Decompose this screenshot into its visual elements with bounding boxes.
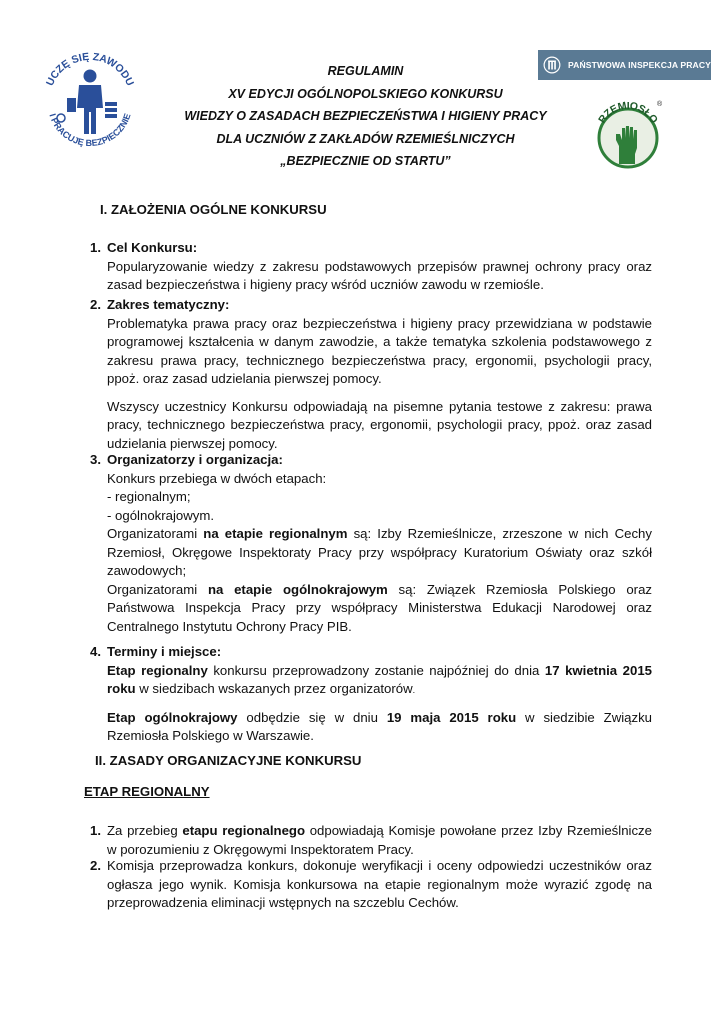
worker-figure-icon (57, 70, 117, 135)
header-line-1: REGULAMIN (327, 64, 404, 78)
regional-stage-date (107, 662, 652, 700)
text-run: . (412, 685, 416, 695)
text-run: są: Izby Rzemieślnicze, zrzeszone w nich Cechy Rzemiosł, Okręgowe Inspektoraty Pracy przy współpracy Kuratorium Oświaty oraz szkół zawodowych; (107, 526, 652, 578)
pip-label: PAŃSTWOWA INSPEKCJA PRACY (567, 60, 711, 70)
text-run: Organizatorami (107, 581, 208, 597)
rzemioslo-text: RZEMIOSŁO (596, 99, 660, 126)
item-paragraph: Problematyka prawa pracy oraz bezpieczeństwa i higieny pracy przewidziana w podstawie programowej kształcenia w danym zawodzie, a także tematyka szkolenia podstawowego z zakresu prawa pracy, technicznego bezpieczeństwa pracy, ergonomii, psychologii pracy, ppoż. oraz zasad udzielania pierwszej pomocy. (107, 315, 652, 386)
text-run: odpowiadają Komisje powołane przez Izby Rzemieślnicze w porozumieniu z Okręgowymi Inspektoratem Pracy. (107, 823, 652, 857)
text-run: w siedzibie Związku Rzemiosła Polskiego w Warszawie. (107, 709, 653, 743)
stage-heading: ETAP REGIONALNY (84, 784, 210, 799)
header-line-4: DLA UCZNIÓW Z ZAKŁADÓW RZEMIEŚLNICZYCH (216, 131, 515, 146)
bold-run: na etapie ogólnokrajowym (207, 581, 388, 597)
item-line: - ogólnokrajowym. (107, 507, 215, 523)
text-run: Za przebieg (107, 823, 183, 838)
bold-run: etapu regionalnego (182, 823, 306, 838)
svg-text:I PRACUJĘ BEZPIECZNIE (47, 112, 132, 148)
text-run: są: Związek Rzemiosła Polskiego oraz Państwowa Inspekcja Pracy przy współpracy Ministerstwa Edukacji Narodowej oraz Centralnego Instytutu Ochrony Pracy PIB. (107, 581, 652, 634)
item-title: Organizatorzy i organizacja: (107, 452, 283, 467)
item-number: 1. (90, 823, 101, 838)
document-header (168, 60, 563, 173)
item-line: Konkurs przebiega w dwóch etapach: (107, 470, 327, 486)
pip-logo-banner (538, 50, 711, 80)
item-paragraph: Wszyscy uczestnicy Konkursu odpowiadają na pisemne pytania testowe z zakresu: prawa pracy, technicznego bezpieczeństwa pracy, ergonomii, psychologii pracy, ppoż. oraz zasad udzielania pierwszej pomocy. (107, 398, 652, 451)
item-text (107, 822, 652, 859)
national-organizers (107, 581, 652, 637)
safety-campaign-logo (38, 42, 140, 160)
item-number: 3. (90, 452, 101, 467)
item-text: Popularyzowanie wiedzy z zakresu podstawowych przepisów prawnej ochrony pracy oraz zasad bezpieczeństwa i higieny pracy wśród uczniów zawodu w rzemiośle. (107, 258, 652, 292)
section-1-title: I. ZAŁOŻENIA OGÓLNE KONKURSU (100, 202, 327, 217)
logo-bottom-text: I PRACUJĘ BEZPIECZNIE (47, 112, 133, 149)
text-run: konkursu przeprowadzony zostanie najpóźniej do dnia (207, 662, 545, 678)
bold-run: na etapie regionalnym (203, 526, 348, 541)
text-run: Organizatorami (107, 526, 204, 541)
section-2-title: II. ZASADY ORGANIZACYJNE KONKURSU (95, 753, 362, 768)
header-line-3: WIEDZY O ZASADACH BEZPIECZEŃSTWA I HIGIENY PRACY (184, 109, 547, 123)
text-run: w siedzibach wskazanych przez organizatorów (135, 681, 413, 696)
regional-organizers (107, 525, 652, 581)
item-title: Zakres tematyczny: (107, 297, 230, 312)
pip-emblem-icon (543, 53, 561, 77)
registered-mark: ® (657, 101, 663, 108)
item-number: 4. (90, 644, 101, 659)
bold-run: Etap regionalny (107, 662, 208, 678)
bold-run: Etap ogólnokrajowy (107, 709, 238, 725)
bold-run: 17 kwietnia 2015 roku (107, 662, 652, 696)
rzemioslo-logo (593, 98, 663, 170)
item-text: Komisja przeprowadza konkurs, dokonuje weryfikacji i oceny odpowiedzi uczestników oraz ogłasza jego wynik. Komisja konkursowa na etapie regionalnym może wyrazić zgodę na przeprowadzenia eliminacji wstępnych na szczeblu Cechów. (107, 858, 652, 910)
bold-run: 19 maja 2015 roku (386, 709, 517, 725)
item-number: 1. (90, 240, 101, 255)
national-stage-date (107, 709, 652, 746)
text-run: odbędzie się w dniu (237, 709, 387, 725)
item-title: Cel Konkursu: (107, 240, 198, 255)
item-number: 2. (90, 858, 101, 873)
logo-top-text: UCZĘ SIĘ ZAWODU (43, 50, 137, 88)
header-line-2: XV EDYCJI OGÓLNOPOLSKIEGO KONKURSU (228, 86, 503, 101)
header-line-5: „BEZPIECZNIE OD STARTU” (280, 154, 451, 168)
item-title: Terminy i miejsce: (107, 644, 222, 659)
item-line: - regionalnym; (107, 489, 191, 504)
item-number: 2. (90, 297, 101, 312)
